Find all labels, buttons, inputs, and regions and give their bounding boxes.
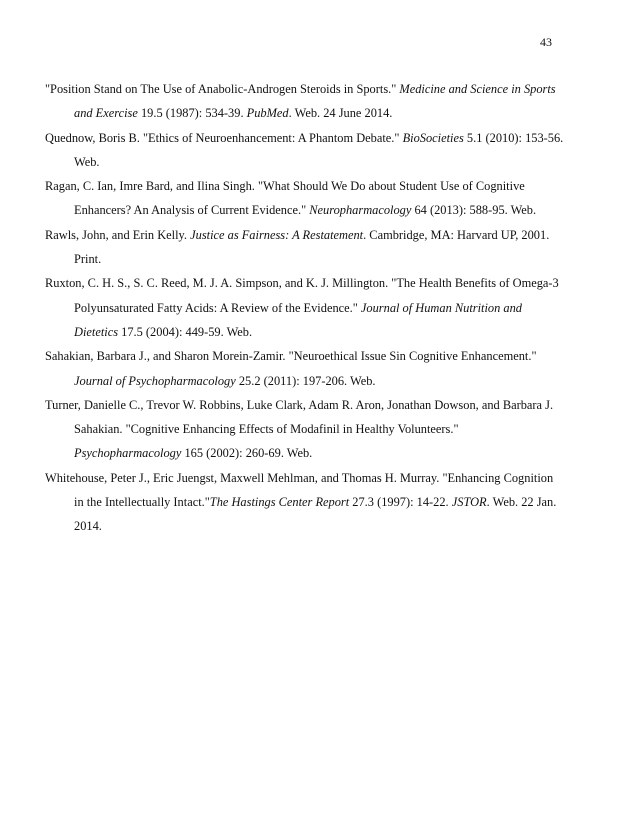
citation-text: 25.2 (2011): 197-206. Web.: [235, 373, 376, 388]
citation-source-title: Medicine and Science in Sports and Exercise: [74, 82, 556, 121]
citation-text: Quednow, Boris B. "Ethics of Neuroenhancement: A Phantom Debate.": [45, 130, 403, 145]
works-cited-list: [45, 77, 565, 539]
citation-text: 27.3 (1997): 14-22.: [349, 495, 452, 510]
citation-turner: [45, 393, 565, 466]
citation-anabolic-steroids: [45, 77, 565, 126]
citation-text: Ragan, C. Ian, Imre Bard, and Ilina Singh. "What Should We Do about Student Use of Cognitive Enhancers? An Analysis of Current Evidence.": [45, 179, 525, 218]
citation-text: 5.1 (2010): 153-56. Web.: [74, 130, 564, 169]
citation-text: . Web. 22 Jan. 2014.: [74, 495, 557, 534]
citation-source-title: Journal of Human Nutrition and Dietetics: [74, 300, 522, 339]
citation-text: . Cambridge, MA: Harvard UP, 2001. Print.: [74, 227, 550, 267]
citation-source-title: The Hastings Center Report: [209, 495, 350, 510]
page-number: 43: [540, 35, 552, 49]
citation-source-title: BioSocieties: [402, 130, 464, 145]
citation-source-title: Psychopharmacology: [74, 446, 182, 461]
citation-quednow: [45, 126, 565, 175]
citation-text: 19.5 (1987): 534-39.: [137, 106, 247, 121]
citation-ragan: [45, 174, 565, 223]
citation-text: . Web. 24 June 2014.: [288, 106, 393, 121]
citation-text: Turner, Danielle C., Trevor W. Robbins, Luke Clark, Adam R. Aron, Jonathan Dowson, and Barbara J. Sahakian. "Cognitive Enhancing Effects of Modafinil in Healthy Volunteers.": [45, 397, 554, 437]
citation-source-title: Justice as Fairness: A Restatement: [190, 227, 364, 242]
citation-source-title: Neuropharmacology: [309, 203, 412, 218]
citation-text: 165 (2002): 260-69. Web.: [181, 446, 313, 461]
citation-rawls: [45, 223, 565, 272]
citation-ruxton: [45, 271, 565, 344]
citation-text: Whitehouse, Peter J., Eric Juengst, Maxwell Mehlman, and Thomas H. Murray. "Enhancing Cognition in the Intellectually Intact.": [45, 470, 554, 510]
citation-sahakian: [45, 344, 565, 393]
citation-text: Sahakian, Barbara J., and Sharon Morein-Zamir. "Neuroethical Issue Sin Cognitive Enhancement.": [45, 349, 537, 364]
citation-text: Rawls, John, and Erin Kelly.: [45, 227, 191, 242]
citation-database: PubMed: [246, 106, 289, 121]
citation-database: JSTOR: [451, 495, 487, 510]
citation-text: 64 (2013): 588-95. Web.: [411, 203, 537, 218]
citation-text: "Position Stand on The Use of Anabolic-Androgen Steroids in Sports.": [45, 82, 400, 96]
citation-source-title: Journal of Psychopharmacology: [74, 373, 236, 388]
citation-text: Ruxton, C. H. S., S. C. Reed, M. J. A. Simpson, and K. J. Millington. "The Health Benefits of Omega-3 Polyunsaturated Fatty Acids: A Review of the Evidence.": [45, 276, 559, 315]
citation-text: 17.5 (2004): 449-59. Web.: [118, 324, 253, 339]
citation-whitehouse: [45, 466, 565, 539]
